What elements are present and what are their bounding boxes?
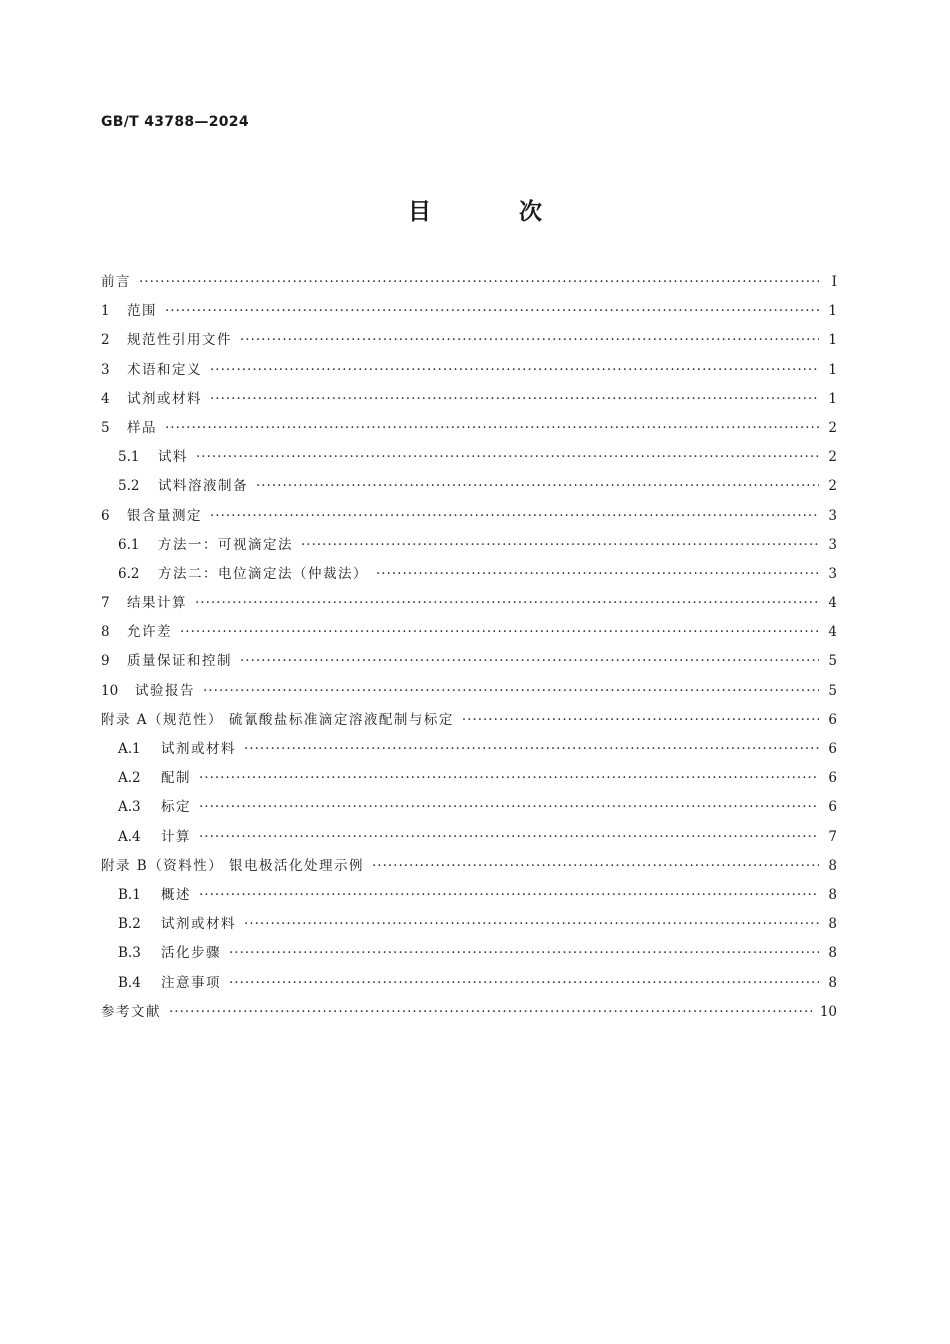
- toc-entry-page: 3: [828, 507, 837, 524]
- toc-entry[interactable]: [101, 1000, 837, 1029]
- toc-entry[interactable]: [101, 649, 837, 678]
- toc-entry-page: 2: [828, 478, 837, 495]
- toc-entry-page: 6: [828, 770, 837, 787]
- toc-leader-dots: [199, 799, 819, 815]
- toc-entry[interactable]: [101, 591, 837, 620]
- toc-entry-number: A.2: [118, 770, 141, 787]
- toc-entry[interactable]: [101, 825, 837, 854]
- toc-entry-number: 3: [101, 361, 110, 378]
- page-title: 目 次: [407, 199, 582, 225]
- toc-entry-title: 规范性引用文件: [127, 332, 232, 349]
- toc-entry-page: 8: [828, 916, 837, 933]
- toc-leader-dots: [165, 303, 819, 319]
- toc-leader-dots: [203, 683, 819, 699]
- table-of-contents: [101, 270, 837, 1029]
- toc-entry-title: 附录 B（资料性） 银电极活化处理示例: [101, 857, 365, 874]
- toc-entry-number: 5.1: [118, 449, 140, 466]
- toc-leader-dots: [165, 420, 819, 436]
- toc-entry[interactable]: [101, 941, 837, 970]
- toc-entry-title: 试剂或材料: [161, 916, 236, 933]
- toc-entry[interactable]: [101, 474, 837, 503]
- toc-leader-dots: [244, 916, 819, 932]
- toc-entry-number: 5: [101, 419, 110, 436]
- standard-number: GB/T 43788—2024: [101, 114, 249, 130]
- toc-leader-dots: [376, 566, 819, 582]
- toc-entry-page: 5: [828, 653, 837, 670]
- toc-leader-dots: [256, 478, 819, 494]
- toc-entry[interactable]: [101, 854, 837, 883]
- toc-entry[interactable]: [101, 766, 837, 795]
- toc-entry-title: 银含量测定: [127, 507, 202, 524]
- toc-leader-dots: [240, 653, 819, 669]
- toc-entry[interactable]: [101, 971, 837, 1000]
- toc-entry[interactable]: [101, 533, 837, 562]
- toc-entry-number: A.1: [118, 741, 141, 757]
- toc-entry-page: 8: [828, 974, 837, 991]
- toc-entry-number: A.4: [118, 828, 141, 845]
- toc-entry-title: 前言: [101, 274, 131, 290]
- toc-entry-number: 2: [101, 332, 110, 349]
- toc-entry-title: 附录 A（规范性） 硫氰酸盐标准滴定溶液配制与标定: [101, 711, 454, 728]
- toc-entry[interactable]: [101, 328, 837, 357]
- toc-leader-dots: [199, 770, 819, 786]
- toc-entry-title: 标定: [161, 799, 191, 816]
- toc-entry[interactable]: [101, 445, 837, 474]
- toc-entry-number: 5.2: [118, 478, 140, 495]
- toc-entry-page: 5: [828, 682, 837, 699]
- toc-entry-title: 试验报告: [135, 682, 195, 699]
- toc-leader-dots: [229, 975, 819, 991]
- toc-leader-dots: [462, 712, 819, 728]
- toc-entry[interactable]: [101, 737, 837, 766]
- toc-entry-title: 结果计算: [127, 595, 187, 612]
- toc-entry-number: 8: [101, 624, 110, 641]
- toc-entry-page: 6: [828, 741, 837, 757]
- toc-entry-page: Ⅰ: [831, 274, 837, 290]
- toc-entry-title: 试料溶液制备: [158, 478, 248, 495]
- toc-entry-number: B.3: [118, 945, 141, 962]
- toc-entry-title: 试料: [158, 449, 188, 466]
- toc-entry[interactable]: [101, 708, 837, 737]
- toc-entry-page: 1: [828, 390, 837, 407]
- toc-entry-title: 术语和定义: [127, 361, 202, 378]
- toc-leader-dots: [210, 362, 819, 378]
- toc-entry-page: 6: [828, 711, 837, 728]
- toc-entry[interactable]: [101, 387, 837, 416]
- toc-entry-title: 参考文献: [101, 1003, 161, 1020]
- toc-entry-number: 6.1: [118, 536, 140, 553]
- toc-entry[interactable]: [101, 679, 837, 708]
- toc-leader-dots: [195, 595, 819, 611]
- toc-leader-dots: [229, 945, 819, 961]
- toc-entry-number: 1: [101, 303, 110, 320]
- toc-entry-number: 6: [101, 507, 110, 524]
- toc-entry[interactable]: [101, 358, 837, 387]
- toc-entry-title: 允许差: [127, 624, 172, 641]
- toc-entry-title: 试剂或材料: [161, 741, 236, 757]
- toc-leader-dots: [180, 624, 819, 640]
- toc-entry-page: 2: [828, 419, 837, 436]
- toc-leader-dots: [169, 1004, 812, 1020]
- toc-entry-page: 3: [828, 536, 837, 553]
- toc-entry[interactable]: [101, 620, 837, 649]
- toc-entry-number: 9: [101, 653, 110, 670]
- toc-entry-page: 3: [828, 565, 837, 582]
- toc-entry-title: 样品: [127, 419, 157, 436]
- toc-entry-title: 方法一：可视滴定法: [158, 536, 293, 553]
- toc-leader-dots: [210, 508, 819, 524]
- toc-entry[interactable]: [101, 795, 837, 824]
- toc-entry-number: B.1: [118, 886, 141, 903]
- toc-leader-dots: [199, 887, 819, 903]
- toc-entry-title: 质量保证和控制: [127, 653, 232, 670]
- toc-leader-dots: [240, 332, 819, 348]
- toc-entry-number: 6.2: [118, 565, 140, 582]
- toc-entry-title: 计算: [161, 828, 191, 845]
- toc-entry[interactable]: [101, 883, 837, 912]
- toc-entry-title: 注意事项: [161, 974, 221, 991]
- toc-entry-page: 10: [819, 1003, 837, 1020]
- toc-entry-page: 6: [828, 799, 837, 816]
- toc-leader-dots: [139, 274, 819, 290]
- toc-leader-dots: [301, 537, 819, 553]
- toc-entry-title: 方法二：电位滴定法（仲裁法）: [158, 565, 368, 582]
- toc-leader-dots: [210, 391, 819, 407]
- toc-entry-page: 1: [828, 332, 837, 349]
- toc-leader-dots: [372, 858, 819, 874]
- toc-entry[interactable]: [101, 299, 837, 328]
- toc-entry-title: 活化步骤: [161, 945, 221, 962]
- toc-leader-dots: [199, 829, 819, 845]
- toc-entry-number: 7: [101, 595, 110, 612]
- toc-entry-page: 1: [828, 303, 837, 320]
- toc-entry-page: 7: [828, 828, 837, 845]
- toc-entry-page: 4: [828, 595, 837, 612]
- toc-entry[interactable]: [101, 562, 837, 591]
- toc-entry[interactable]: [101, 912, 837, 941]
- toc-entry-page: 8: [828, 886, 837, 903]
- toc-entry-title: 概述: [161, 886, 191, 903]
- toc-entry[interactable]: [101, 504, 837, 533]
- toc-entry-number: B.4: [118, 974, 141, 991]
- toc-entry-title: 范围: [127, 303, 157, 320]
- toc-entry-number: 4: [101, 390, 110, 407]
- toc-leader-dots: [196, 449, 819, 465]
- toc-entry[interactable]: [101, 416, 837, 445]
- toc-entry-page: 8: [828, 945, 837, 962]
- toc-entry-number: B.2: [118, 916, 141, 933]
- toc-entry[interactable]: [101, 270, 837, 299]
- toc-entry-title: 试剂或材料: [127, 390, 202, 407]
- toc-entry-number: 10: [101, 682, 119, 699]
- toc-entry-title: 配制: [161, 770, 191, 787]
- toc-entry-page: 8: [828, 857, 837, 874]
- toc-entry-page: 2: [828, 449, 837, 466]
- toc-entry-page: 4: [828, 624, 837, 641]
- toc-entry-page: 1: [828, 361, 837, 378]
- toc-entry-number: A.3: [118, 799, 141, 816]
- toc-leader-dots: [244, 741, 819, 757]
